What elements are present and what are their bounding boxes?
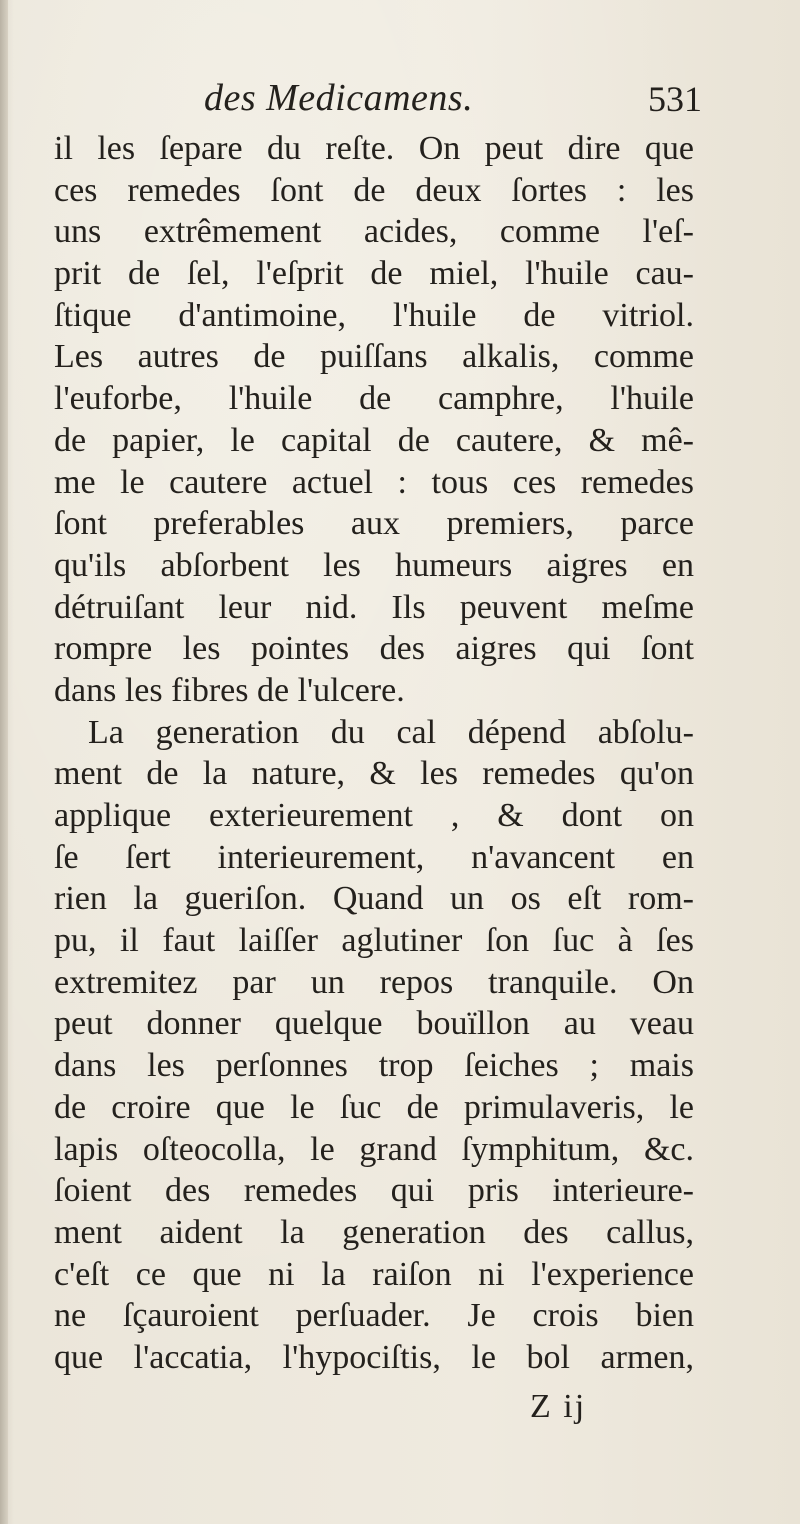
text-line: ment aident la generation des callus, [54,1213,694,1251]
text-line: rompre les pointes des aigres qui ſont [54,630,694,668]
text-line: détruiſant leur nid. Ils peuvent meſme [54,588,694,626]
running-head [54,76,702,126]
text-line: c'eſt ce que ni la raiſon ni l'experience [54,1255,694,1293]
text-line: pu, il faut laiſſer aglutiner ſon ſuc à ſes [54,922,694,960]
text-line: Les autres de puiſſans alkalis, comme [54,338,694,376]
text-line: extremitez par un repos tranquile. On [54,963,694,1001]
text-line: dans les perſonnes trop ſeiches ; mais [54,1047,694,1085]
text-line: applique exterieurement , & dont on [54,797,694,834]
signature-mark: Z ij [530,1388,587,1425]
text-line: ſtique d'antimoine, l'huile de vitriol. [54,296,694,334]
page-gutter [0,0,8,1524]
running-head-title: des Medicamens. [204,77,474,119]
body-text [54,128,694,1379]
text-line: ces remedes ſont de deux ſortes : les [54,171,694,209]
text-line: ſe ſert interieurement, n'avancent en [54,838,694,876]
text-line: l'euforbe, l'huile de camphre, l'huile [54,380,694,418]
text-line: rien la gueriſon. Quand un os eſt rom- [54,880,694,918]
text-line: prit de ſel, l'eſprit de miel, l'huile cau- [54,255,694,293]
text-line: de croire que le ſuc de primulaveris, le [54,1088,694,1126]
text-line: ſoient des remedes qui pris interieure- [54,1172,694,1210]
text-line: lapis oſteocolla, le grand ſymphitum, &c. [54,1130,694,1168]
page-number: 531 [648,79,702,119]
text-line: me le cautere actuel : tous ces remedes [54,463,694,501]
text-line: ment de la nature, & les remedes qu'on [54,755,694,793]
text-line: dans les fibres de l'ulcere. [54,671,405,709]
paragraph-start-line: La generation du cal dépend abſolu- [88,713,694,751]
text-line: ſont preferables aux premiers, parce [54,505,694,543]
text-line: ne ſçauroient perſuader. Je crois bien [54,1297,694,1335]
text-line: uns extrêmement acides, comme l'eſ- [54,213,694,251]
text-line: de papier, le capital de cautere, & mê- [54,421,694,459]
text-line: il les ſepare du reſte. On peut dire que [54,130,694,167]
text-line: qu'ils abſorbent les humeurs aigres en [54,546,694,584]
text-line: peut donner quelque bouïllon au veau [54,1005,694,1043]
text-line: que l'accatia, l'hypociſtis, le bol armen, [54,1338,694,1376]
